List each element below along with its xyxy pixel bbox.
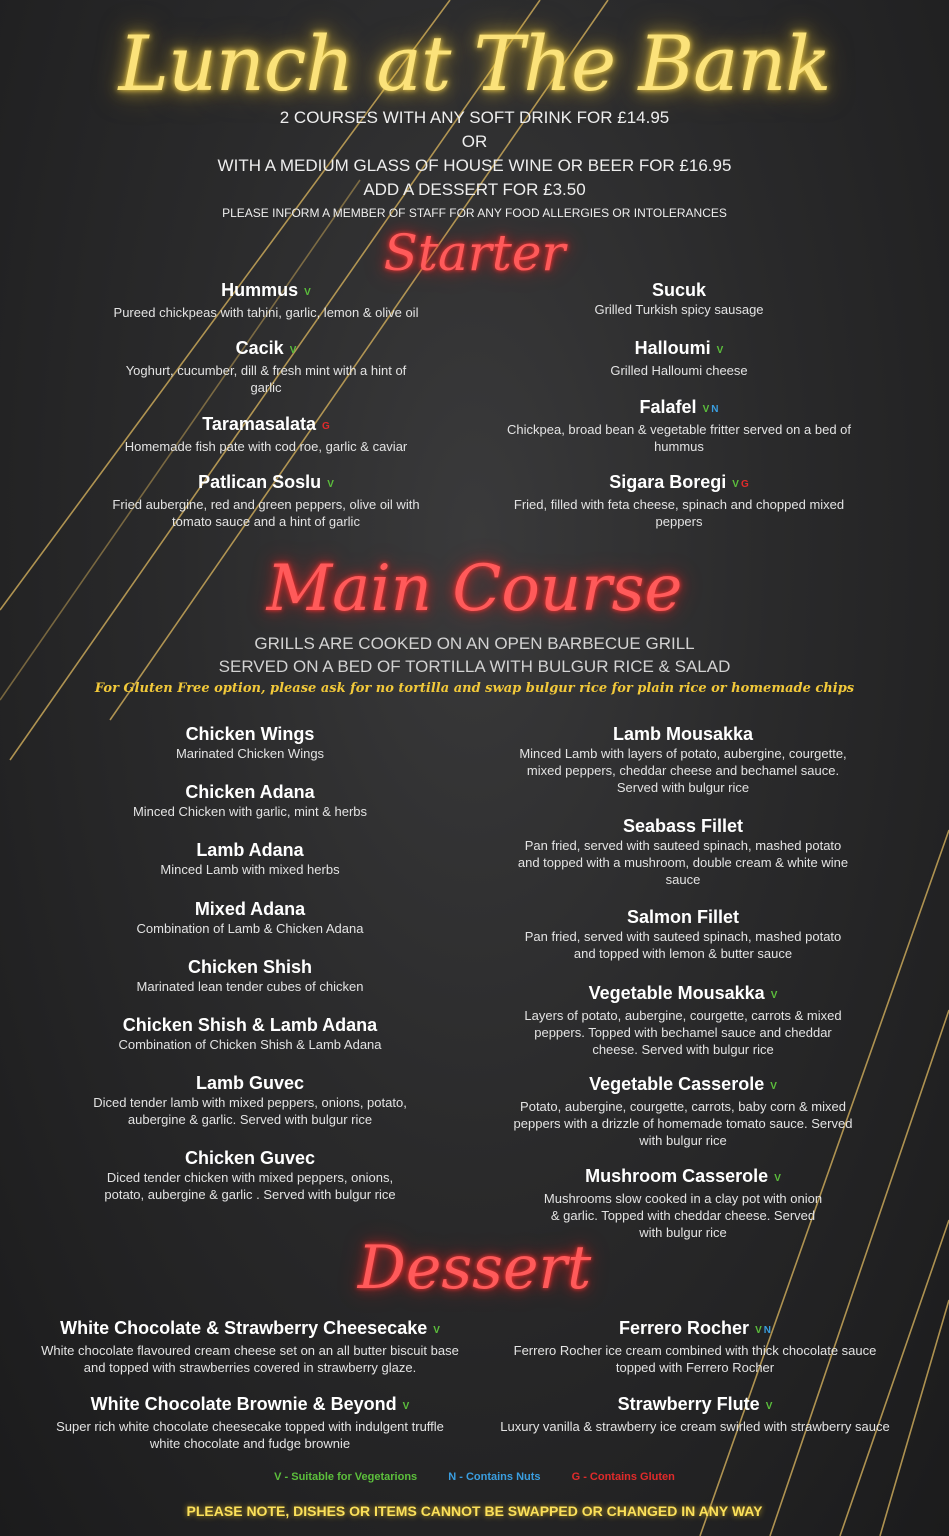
item-description: Luxury vanilla & strawberry ice cream swirled with strawberry sauce (500, 1419, 890, 1434)
item-description: Potato, aubergine, courgette, carrots, baby corn & mixed peppers with a drizzle of homemade tomato sauce. Served with bulgur rice (513, 1099, 853, 1148)
offer-line-3: WITH A MEDIUM GLASS OF HOUSE WINE OR BEER FOR £16.95 (217, 156, 732, 175)
item-name: Seabass Fillet (622, 816, 744, 836)
item-name: Vegetable Casserole (589, 1074, 765, 1094)
menu-title: Lunch at The Bank (118, 19, 831, 108)
vegetarian-tag: V (765, 1401, 773, 1412)
item-description: Chickpea, broad bean & vegetable fritter served on a bed of hummus (507, 422, 851, 454)
offer-line-2: OR (461, 132, 488, 151)
grill-note-1: GRILLS ARE COOKED ON AN OPEN BARBECUE GRILL (254, 634, 695, 653)
item-description: Layers of potato, aubergine, courgette, carrots & mixed peppers. Topped with bechamel sauce and cheddar cheese. Served with bulgur rice (524, 1008, 842, 1057)
vegetarian-tag: V (433, 1325, 440, 1336)
allergy-note: PLEASE INFORM A MEMBER OF STAFF FOR ANY FOOD ALLERGIES OR INTOLERANCES (222, 206, 727, 220)
vegetarian-tag: V (289, 345, 297, 356)
item-name: Chicken Guvec (184, 1148, 316, 1168)
item-description: Combination of Chicken Shish & Lamb Adana (118, 1037, 382, 1052)
item-description: Yoghurt, cucumber, dill & fresh mint with a hint of garlic (125, 363, 407, 395)
item-description: Fried aubergine, red and green peppers, olive oil with tomato sauce and a hint of garlic (112, 497, 420, 529)
item-name: Lamb Guvec (195, 1073, 305, 1093)
item-description: Combination of Lamb & Chicken Adana (136, 921, 364, 936)
grill-note-2: SERVED ON A BED OF TORTILLA WITH BULGUR RICE & SALAD (218, 657, 731, 676)
item-name: Mixed Adana (194, 899, 306, 919)
vegetarian-tag: V (702, 404, 710, 415)
gluten-free-note: For Gluten Free option, please ask for no tortilla and swap bulgur rice for plain rice or homemade chips (94, 681, 855, 696)
item-name: Mushroom Casserole (585, 1166, 769, 1186)
dessert-left-column (40, 0, 460, 1536)
nuts-tag: N (711, 404, 719, 415)
item-name: Patlican Soslu (198, 472, 322, 492)
item-name: Sigara Boregi (609, 472, 727, 492)
offer-line-1: 2 COURSES WITH ANY SOFT DRINK FOR £14.95 (279, 108, 670, 127)
item-name: Taramasalata (202, 414, 316, 434)
item-description: Super rich white chocolate cheesecake topped with indulgent truffle white chocolate and fudge brownie (56, 1419, 444, 1451)
starter-heading: Starter (383, 224, 566, 282)
item-description: Ferrero Rocher ice cream combined with thick chocolate sauce topped with Ferrero Rocher (513, 1343, 877, 1375)
gluten-tag: G (321, 421, 330, 432)
item-name: Ferrero Rocher (619, 1318, 750, 1338)
item-description: White chocolate flavoured cream cheese set on an all butter biscuit base and topped with strawberries covered in strawberry glaze. (41, 1343, 459, 1375)
item-name: Falafel (639, 397, 697, 417)
legend-vegetarian: V - Suitable for Vegetarions (274, 1471, 418, 1483)
item-name: Salmon Fillet (626, 907, 740, 927)
item-description: Grilled Halloumi cheese (610, 363, 748, 378)
item-name: Lamb Mousakka (612, 724, 754, 744)
item-description: Marinated Chicken Wings (175, 746, 325, 761)
vegetarian-tag: V (732, 479, 739, 490)
vegetarian-tag: V (327, 479, 334, 490)
legend-nuts: N - Contains Nuts (448, 1471, 541, 1483)
main-course-heading: Main Course (266, 552, 683, 626)
menu-item-ferrero-rocher (480, 1318, 910, 1376)
legend-gluten: G - Contains Gluten (571, 1471, 675, 1483)
vegetarian-tag: V (304, 287, 311, 298)
item-name: Chicken Adana (185, 782, 315, 802)
vegetarian-tag: V (774, 1173, 781, 1184)
offer-line-4: ADD A DESSERT FOR £3.50 (363, 180, 586, 199)
item-description: Pan fried, served with sauteed spinach, mashed potato and topped with a mushroom, double cream & white wine sauce (517, 838, 849, 887)
item-name: Halloumi (634, 338, 711, 358)
item-name: Chicken Shish (187, 957, 313, 977)
vegetarian-tag: V (770, 1081, 777, 1092)
item-description: Diced tender chicken with mixed peppers, onions, potato, aubergine & garlic . Served with bulgur rice (104, 1170, 396, 1202)
item-description: Marinated lean tender cubes of chicken (136, 979, 364, 994)
vegetarian-tag: V (402, 1401, 410, 1412)
item-name: Chicken Shish & Lamb Adana (122, 1015, 378, 1035)
item-description: Fried, filled with feta cheese, spinach and chopped mixed peppers (513, 497, 845, 529)
menu-item-white-chocolate-strawberry-cheesecake (40, 1318, 460, 1376)
menu-item-strawberry-flute (480, 1394, 910, 1435)
item-name: Lamb Adana (196, 840, 304, 860)
no-substitution-note: PLEASE NOTE, DISHES OR ITEMS CANNOT BE SWAPPED OR CHANGED IN ANY WAY (186, 1503, 763, 1519)
item-description: Pan fried, served with sauteed spinach, mashed potato and topped with lemon & butter sauce (524, 929, 842, 961)
menu-item-white-chocolate-brownie-beyond (40, 1394, 460, 1452)
item-description: Minced Lamb with layers of potato, aubergine, courgette, mixed peppers, cheddar cheese and bechamel sauce. Served with bulgur rice (519, 746, 847, 795)
item-name: White Chocolate & Strawberry Cheesecake (60, 1318, 428, 1338)
item-description: Mushrooms slow cooked in a clay pot with onion & garlic. Topped with cheddar cheese. Served with bulgur rice (543, 1191, 823, 1240)
item-name: Cacik (235, 338, 284, 358)
item-name: Strawberry Flute (617, 1394, 760, 1414)
item-description: Pureed chickpeas with tahini, garlic, lemon & olive oil (113, 305, 419, 320)
dessert-right-column (480, 0, 910, 1536)
item-name: Hummus (221, 280, 299, 300)
item-name: Chicken Wings (185, 724, 315, 744)
vegetarian-tag: V (716, 345, 724, 356)
item-name: Vegetable Mousakka (588, 983, 765, 1003)
item-description: Homemade fish pate with cod roe, garlic & caviar (124, 439, 408, 454)
item-description: Minced Lamb with mixed herbs (160, 862, 340, 877)
vegetarian-tag: V (755, 1325, 762, 1336)
item-description: Diced tender lamb with mixed peppers, onions, potato, aubergine & garlic. Served with bulgur rice (93, 1095, 407, 1127)
item-name: Sucuk (651, 280, 707, 300)
item-name: White Chocolate Brownie & Beyond (90, 1394, 397, 1414)
item-description: Minced Chicken with garlic, mint & herbs (132, 804, 368, 819)
vegetarian-tag: V (770, 990, 778, 1001)
nuts-tag: N (763, 1325, 771, 1336)
item-description: Grilled Turkish spicy sausage (594, 302, 764, 317)
dessert-heading: Dessert (357, 1233, 592, 1303)
gluten-tag: G (740, 479, 749, 490)
dietary-legend (0, 1471, 949, 1483)
